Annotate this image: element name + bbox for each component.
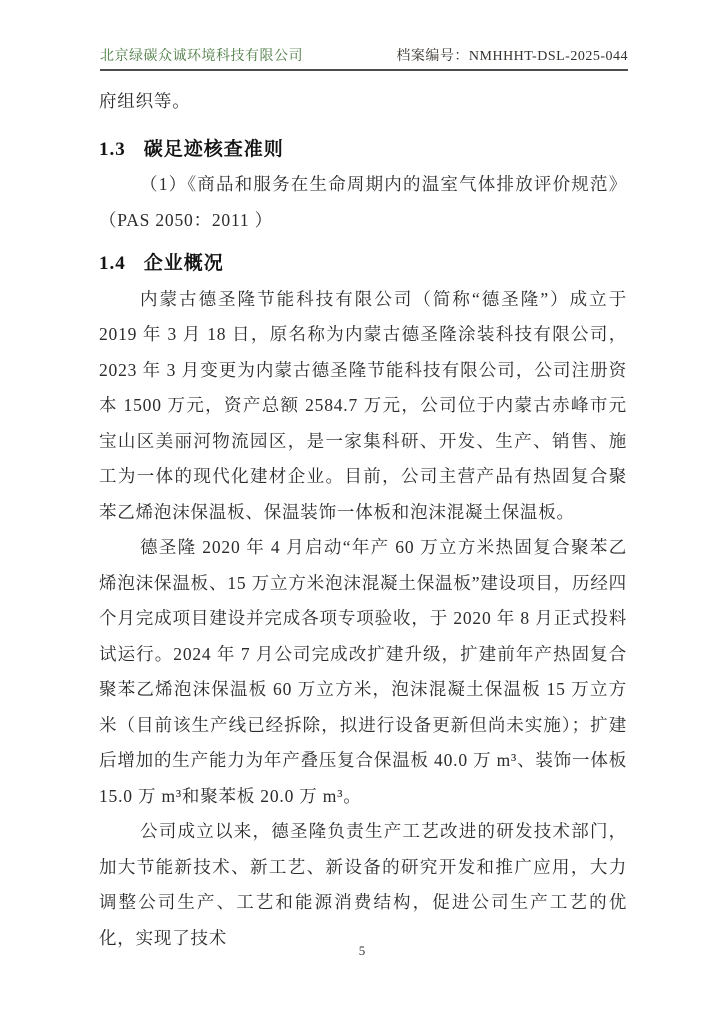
section-1-4-title: 企业概况 [143, 253, 224, 274]
continued-paragraph: 府组织等。 [99, 91, 191, 111]
section-1-3-title: 碳足迹核查准则 [143, 138, 284, 160]
header-divider [100, 69, 628, 71]
document-content [99, 84, 627, 956]
header-company-name: 北京绿碳众诚环境科技有限公司 [100, 49, 303, 64]
page-footer [0, 939, 724, 963]
page-header [100, 45, 628, 65]
page-number: 5 [358, 943, 366, 958]
section-heading-1-3 [99, 132, 627, 168]
criteria-item-paragraph: （1）《商品和服务在生命周期内的温室气体排放评价规范》（PAS 2050：2011 ） [99, 174, 627, 230]
project-history-paragraph: 德圣隆 2020 年 4 月启动“年产 60 万立方米热固复合聚苯乙烯泡沫保温板、15 万立方米泡沫混凝土保温板”建设项目，历经四个月完成项目建设并完成各项专项验收，于 2020 年 8 月正式投料试运行。2024 年 7 月公司完成改扩建升级，扩建前年产热固复合聚苯乙烯泡沫保温板 60 万立方米，泡沫混凝土保温板 15 万立方米（目前该生产线已经拆除，拟进行设备更新但尚未实施）；扩建后增加的生产能力为年产叠压复合保温板 40.0 万 m³、装饰一体板 15.0 万 m³和聚苯板 20.0 万 m³。 [99, 537, 627, 806]
section-heading-1-4 [99, 246, 627, 282]
section-1-3-number: 1.3 [99, 138, 126, 160]
company-overview-paragraph: 内蒙古德圣隆节能科技有限公司（简称“德圣隆”）成立于 2019 年 3 月 18 日，原名称为内蒙古德圣隆涂装科技有限公司，2023 年 3 月变更为内蒙古德圣隆节能科技有限公司，公司注册资本 1500 万元，资产总额 2584.7 万元，公司位于内蒙古赤峰市元宝山区美丽河物流园区，是一家集科研、开发、生产、销售、施工为一体的现代化建材企业。目前，公司主营产品有热固复合聚苯乙烯泡沫保温板、保温装饰一体板和泡沫混凝土保温板。 [99, 288, 627, 522]
technology-development-paragraph: 公司成立以来，德圣隆负责生产工艺改进的研发技术部门，加大节能新技术、新工艺、新设备的研究开发和推广应用，大力调整公司生产、工艺和能源消费结构，促进公司生产工艺的优化，实现了技术 [99, 821, 627, 948]
header-archive-number: 档案编号：NMHHHT-DSL-2025-044 [396, 49, 628, 64]
section-1-4-number: 1.4 [99, 253, 126, 274]
